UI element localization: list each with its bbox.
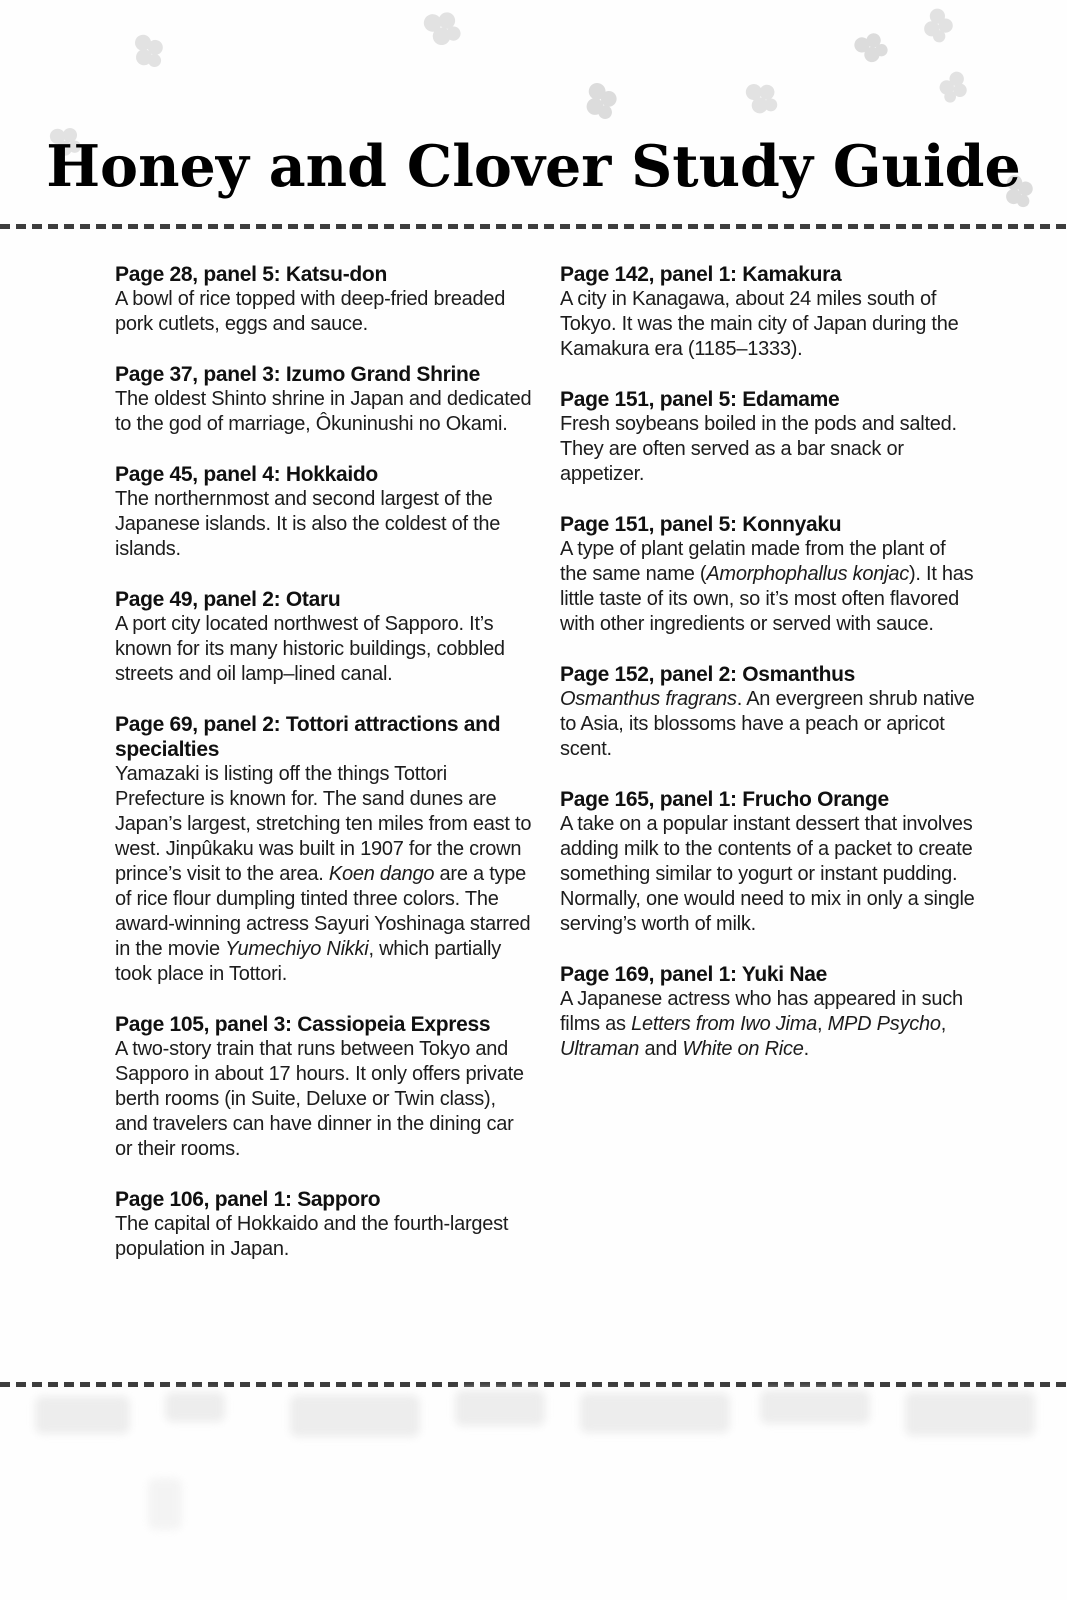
glossary-entry: [115, 587, 532, 687]
page-title: Honey and Clover Study Guide: [46, 133, 1021, 200]
glossary-entry: [560, 787, 977, 937]
glossary-entry: [115, 262, 532, 337]
entry-body: A bowl of rice topped with deep-fried breaded pork cutlets, eggs and sauce.: [115, 288, 506, 335]
clover-icon: [415, 2, 470, 57]
entry-body: A port city located northwest of Sapporo. It’s known for its many historic buildings, cobbled streets and oil lamp–lined canal.: [115, 613, 505, 685]
glossary-entry: [115, 362, 532, 437]
glossary-entry: [560, 662, 977, 762]
entry-body: The capital of Hokkaido and the fourth-largest population in Japan.: [115, 1213, 509, 1260]
entry-heading: Page 37, panel 3: Izumo Grand Shrine: [115, 363, 480, 386]
entry-body: The northernmost and second largest of the Japanese islands. It is also the coldest of the islands.: [115, 488, 501, 560]
clover-icon: [910, 0, 964, 54]
entry-heading: Page 151, panel 5: Edamame: [560, 388, 840, 411]
glossary-entry: [115, 462, 532, 562]
clover-icon: [739, 77, 784, 122]
bleed-through-smudge: [580, 1393, 730, 1433]
glossary-entry: [115, 1012, 532, 1162]
column-left: [115, 262, 532, 1287]
clover-icon: [572, 75, 627, 130]
bleed-through-smudge: [35, 1396, 130, 1434]
entry-body: Osmanthus fragrans. An evergreen shrub native to Asia, its blossoms have a peach or apricot scent.: [560, 688, 975, 760]
bottom-dashed-divider: [0, 1382, 1067, 1387]
entry-heading: Page 151, panel 5: Konnyaku: [560, 513, 842, 536]
entry-body: The oldest Shinto shrine in Japan and dedicated to the god of marriage, Ôkuninushi no Okami.: [115, 388, 532, 435]
clover-icon: [928, 64, 976, 112]
clover-icon: [846, 23, 898, 75]
entry-heading: Page 169, panel 1: Yuki Nae: [560, 963, 827, 986]
entry-heading: Page 106, panel 1: Sapporo: [115, 1188, 381, 1211]
entry-body: A type of plant gelatin made from the plant of the same name (Amorphophallus konjac). It has little taste of its own, so it’s most often flavored with other ingredients or served with sauce.: [560, 538, 974, 635]
entry-body: Fresh soybeans boiled in the pods and salted. They are often served as a bar snack or appetizer.: [560, 413, 957, 485]
glossary-entry: [560, 262, 977, 362]
glossary-entry: [560, 962, 977, 1062]
entry-body: Yamazaki is listing off the things Tottori Prefecture is known for. The sand dunes are Japan’s largest, stretching ten miles from east to west. Jinpûkaku was built in 1907 for the crown prince’s visit to the area. Koen dango are a type of rice flour dumpling tinted three colors. The award-winning actress Sayuri Yoshinaga starred in the movie Yumechiyo Nikki, which partially took place in Tottori.: [115, 763, 532, 985]
glossary-entry: [560, 512, 977, 637]
entry-heading: Page 69, panel 2: Tottori attractions and specialties: [115, 713, 501, 761]
entry-heading: Page 152, panel 2: Osmanthus: [560, 663, 856, 686]
entry-body: A take on a popular instant dessert that involves adding milk to the contents of a packet to create something similar to yogurt or instant pudding. Normally, one would need to mix in only a single serving’s worth of milk.: [560, 813, 975, 935]
entry-heading: Page 142, panel 1: Kamakura: [560, 263, 842, 286]
clover-icon: [124, 29, 171, 76]
bleed-through-smudge: [760, 1390, 870, 1424]
entry-body: A city in Kanagawa, about 24 miles south of Tokyo. It was the main city of Japan during the Kamakura era (1185–1333).: [560, 288, 959, 360]
bleed-through-smudge: [165, 1392, 225, 1422]
column-right: [560, 262, 977, 1287]
entry-heading: Page 105, panel 3: Cassiopeia Express: [115, 1013, 491, 1036]
entry-heading: Page 165, panel 1: Frucho Orange: [560, 788, 889, 811]
glossary-entry: [115, 712, 532, 987]
top-dashed-divider: [0, 224, 1067, 229]
glossary-entry: [115, 1187, 532, 1262]
glossary-entry: [560, 387, 977, 487]
bleed-through-smudge: [905, 1392, 1035, 1436]
entry-body: A two-story train that runs between Tokyo and Sapporo in about 17 hours. It only offers private berth rooms (in Suite, Deluxe or Twin class), and travelers can have dinner in the dining car or their rooms.: [115, 1038, 524, 1160]
entry-body: A Japanese actress who has appeared in such films as Letters from Iwo Jima, MPD Psycho, Ultraman and White on Rice.: [560, 988, 963, 1060]
bleed-through-smudge: [148, 1478, 182, 1530]
bleed-through-smudge: [455, 1390, 545, 1426]
entry-heading: Page 28, panel 5: Katsu-don: [115, 263, 387, 286]
study-guide-content: [115, 262, 977, 1287]
bleed-through-smudge: [290, 1395, 420, 1437]
entry-heading: Page 49, panel 2: Otaru: [115, 588, 341, 611]
entry-heading: Page 45, panel 4: Hokkaido: [115, 463, 378, 486]
